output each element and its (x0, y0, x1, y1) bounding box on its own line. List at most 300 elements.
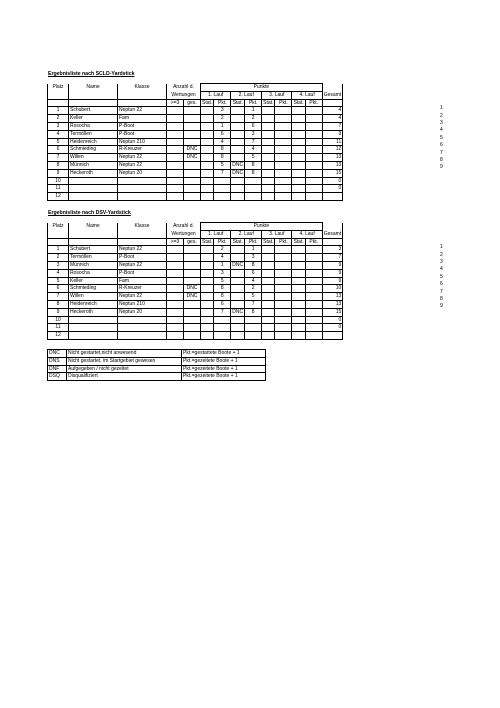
header-pkt: Pkt. (275, 238, 292, 246)
outside-rank: 9 (440, 164, 443, 171)
header-pkt: Pkt. (214, 238, 231, 246)
cell-l3p (275, 130, 292, 138)
cell-l2s (231, 122, 245, 130)
header-gesamt: Gesamt (323, 91, 342, 98)
cell-name: Willen (69, 154, 118, 162)
cell-l4p (305, 122, 322, 130)
cell-ge3 (167, 177, 184, 185)
table-row (48, 246, 371, 254)
outside-rank: 5 (440, 273, 443, 280)
table-row (48, 293, 371, 301)
cell-l1s (201, 169, 214, 177)
header-name: Name (69, 84, 118, 92)
header-row (48, 223, 371, 231)
cell-l2s (231, 185, 245, 193)
cell-l3p (275, 154, 292, 162)
cell-platz: 10 (48, 316, 69, 324)
cell-klasse: Fam (118, 115, 167, 123)
cell-ge3 (167, 138, 184, 146)
outside-rank: 6 (440, 281, 443, 288)
cell-l1p: 7 (214, 169, 231, 177)
cell-l3s (262, 177, 275, 185)
header-stat: Stat. (202, 238, 213, 245)
cell-ges (184, 261, 201, 269)
header-wertungen: Wertungen (167, 230, 201, 238)
cell-name: Heckeroth (69, 169, 118, 177)
outside-rank: 4 (440, 266, 443, 273)
header-anzahl: Anzahl d. (167, 84, 201, 92)
table-row (48, 130, 371, 138)
table-row (48, 261, 371, 269)
cell-l3p (275, 332, 292, 340)
cell-l4s (292, 146, 305, 154)
cell-gesamt: 4 (322, 115, 343, 123)
cell-l4s (292, 300, 305, 308)
cell-platz: 5 (48, 277, 69, 285)
cell-l1s (201, 269, 214, 277)
header-blank (69, 230, 118, 238)
outside-rank: 2 (440, 251, 443, 258)
cell-gesamt (322, 193, 343, 201)
cell-l4p (305, 316, 322, 324)
outside-rank: 1 (440, 244, 443, 251)
cell-ge3 (167, 161, 184, 169)
table-row (48, 193, 371, 201)
cell-l2p: 1 (245, 246, 262, 254)
header-stat: Stat. (263, 238, 274, 245)
cell-name (69, 193, 118, 201)
cell-gesamt: 13 (322, 300, 343, 308)
cell-klasse: P-Boot (118, 269, 167, 277)
cell-l3s (262, 293, 275, 301)
cell-l1p: 6 (214, 300, 231, 308)
cell-l1p: 2 (214, 115, 231, 123)
cell-l2s (231, 146, 245, 154)
cell-l3s (262, 332, 275, 340)
cell-ges (184, 269, 201, 277)
cell-platz: 2 (48, 254, 69, 262)
legend-code: DNC (48, 350, 67, 358)
table-row (48, 277, 371, 285)
header-gesamt-blank (322, 223, 343, 231)
cell-l4s (292, 308, 305, 316)
cell-l1s (201, 285, 214, 293)
table-row (48, 316, 371, 324)
cell-l1s (201, 254, 214, 262)
header-name: Name (69, 223, 118, 231)
cell-platz: 5 (48, 138, 69, 146)
cell-l2s (231, 177, 245, 185)
cell-ges (184, 185, 201, 193)
cell-name (69, 324, 118, 332)
cell-gesamt: 10 (322, 285, 343, 293)
cell-l3p (275, 254, 292, 262)
cell-l4p (305, 277, 322, 285)
cell-l4p (305, 193, 322, 201)
cell-l2p (245, 324, 262, 332)
cell-ge3 (167, 293, 184, 301)
cell-gesamt: 15 (322, 169, 343, 177)
cell-l4p (305, 285, 322, 293)
cell-l4p (305, 138, 322, 146)
header-blank (118, 230, 167, 238)
cell-ge3 (167, 300, 184, 308)
cell-name: Schmieding (69, 285, 118, 293)
cell-l4s (292, 169, 305, 177)
cell-l3p (275, 316, 292, 324)
header-pkt: Pkt. (245, 99, 262, 107)
header-blank (118, 91, 167, 99)
header-pkt: Pkt. (305, 99, 322, 107)
table-row (48, 269, 371, 277)
header-row (48, 238, 371, 246)
header-lauf: 1. Lauf (201, 91, 231, 99)
cell-l4p (305, 161, 322, 169)
cell-l3s (262, 130, 275, 138)
cell-ge3 (167, 308, 184, 316)
header-stat: Stat. (232, 238, 243, 245)
cell-platz: 8 (48, 300, 69, 308)
header-lauf: 2. Lauf (231, 230, 262, 238)
cell-l1s (201, 115, 214, 123)
cell-l1s (201, 154, 214, 162)
cell-platz: 3 (48, 122, 69, 130)
cell-ges: DNC (184, 146, 201, 154)
cell-l1p (214, 332, 231, 340)
cell-l1p (214, 316, 231, 324)
header-stat: Stat. (232, 99, 243, 106)
cell-name: Schubert (69, 107, 118, 115)
cell-l2p: 1 (245, 107, 262, 115)
cell-l4p (305, 177, 322, 185)
cell-klasse: Neptun 210 (118, 138, 167, 146)
cell-l4s (292, 154, 305, 162)
cell-name: Heidenreich (69, 300, 118, 308)
cell-gesamt: 0 (322, 185, 343, 193)
cell-l3p (275, 277, 292, 285)
cell-l1p: 1 (214, 122, 231, 130)
cell-l2s (231, 154, 245, 162)
cell-name: Rosocha (69, 269, 118, 277)
cell-l2p (245, 332, 262, 340)
results-table (47, 222, 371, 340)
cell-name: Münnich (69, 161, 118, 169)
cell-ges (184, 122, 201, 130)
cell-platz: 4 (48, 130, 69, 138)
table-row (48, 115, 371, 123)
cell-l1s (201, 316, 214, 324)
cell-l4p (305, 107, 322, 115)
cell-l1p: 4 (214, 138, 231, 146)
outside-rank: 6 (440, 142, 443, 149)
cell-ge3 (167, 193, 184, 201)
header-row (48, 91, 371, 99)
legend-description: Nicht gestartet,nicht anwesend (67, 350, 182, 358)
cell-l4s (292, 293, 305, 301)
cell-name: Heidenreich (69, 138, 118, 146)
table-row (48, 107, 371, 115)
cell-gesamt: 7 (322, 122, 343, 130)
cell-platz: 2 (48, 115, 69, 123)
cell-l4s (292, 316, 305, 324)
cell-l4s (292, 115, 305, 123)
cell-platz: 12 (48, 332, 69, 340)
cell-l1p: 6 (214, 130, 231, 138)
cell-klasse: P-Boot (118, 254, 167, 262)
cell-l3p (275, 246, 292, 254)
cell-ges (184, 138, 201, 146)
cell-platz: 10 (48, 177, 69, 185)
cell-ges: DNC (184, 154, 201, 162)
header-lauf: 1. Lauf (201, 230, 231, 238)
cell-ge3 (167, 254, 184, 262)
header-row (48, 84, 371, 92)
header-platz: Platz (48, 84, 69, 92)
cell-gesamt: 7 (322, 254, 343, 262)
cell-name: Schmieding (69, 146, 118, 154)
cell-l1s (201, 246, 214, 254)
cell-l2p (245, 193, 262, 201)
cell-name (69, 177, 118, 185)
cell-l1p: 7 (214, 308, 231, 316)
cell-ge3 (167, 169, 184, 177)
cell-l4p (305, 115, 322, 123)
cell-l3s (262, 122, 275, 130)
cell-ges (184, 107, 201, 115)
cell-l4p (305, 324, 322, 332)
table-row (48, 138, 371, 146)
cell-l2p: 4 (245, 146, 262, 154)
header-lauf: 3. Lauf (262, 91, 292, 99)
cell-klasse: P-Boot (118, 130, 167, 138)
cell-l1s (201, 261, 214, 269)
cell-l4s (292, 246, 305, 254)
cell-klasse: R-Kreuzer (118, 146, 167, 154)
cell-l4s (292, 269, 305, 277)
cell-ge3 (167, 185, 184, 193)
cell-l3p (275, 285, 292, 293)
cell-l2p: 5 (245, 154, 262, 162)
cell-l3p (275, 324, 292, 332)
legend-row (48, 350, 266, 358)
cell-l2s (231, 107, 245, 115)
table-row (48, 169, 371, 177)
cell-gesamt: 0 (322, 177, 343, 185)
legend-rule: Pkt.=gezeitete Boote + 1 (182, 365, 266, 373)
cell-l3p (275, 107, 292, 115)
cell-gesamt: 9 (322, 277, 343, 285)
header-klasse: Klasse (118, 84, 167, 92)
cell-l1s (201, 308, 214, 316)
outside-rank: 8 (440, 296, 443, 302)
cell-l2p: 8 (245, 308, 262, 316)
cell-l2s: DNC (232, 169, 244, 176)
cell-l1s (201, 130, 214, 138)
cell-name (69, 332, 118, 340)
legend-description: Disqualifiziert (67, 373, 182, 381)
header-stat: Stat. (293, 99, 304, 106)
cell-gesamt: 4 (322, 107, 343, 115)
cell-klasse (118, 332, 167, 340)
cell-l3p (275, 293, 292, 301)
table-row (48, 154, 371, 162)
cell-l4p (305, 146, 322, 154)
cell-l3p (275, 300, 292, 308)
cell-ges (184, 169, 201, 177)
cell-ges (184, 115, 201, 123)
cell-klasse (118, 316, 167, 324)
header-lauf: 2. Lauf (231, 91, 262, 99)
cell-ge3 (167, 107, 184, 115)
outside-rank: 8 (440, 157, 443, 163)
cell-l3p (275, 161, 292, 169)
cell-l3s (262, 185, 275, 193)
cell-l4p (305, 293, 322, 301)
cell-gesamt: 0 (322, 324, 343, 332)
cell-ges: DNC (184, 293, 201, 301)
cell-l2s (231, 138, 245, 146)
cell-l2s (231, 269, 245, 277)
cell-platz: 7 (48, 154, 69, 162)
header-pkt: Pkt. (275, 99, 292, 107)
cell-l4s (292, 107, 305, 115)
cell-l1p: 5 (214, 277, 231, 285)
cell-gesamt: 9 (322, 261, 343, 269)
cell-l1s (201, 146, 214, 154)
cell-l2p: 2 (245, 115, 262, 123)
table-row (48, 185, 371, 193)
cell-l2s (231, 246, 245, 254)
header-lauf: 3. Lauf (262, 230, 292, 238)
cell-l4p (305, 308, 322, 316)
cell-gesamt: 13 (322, 154, 343, 162)
cell-l3s (262, 324, 275, 332)
cell-l1p (214, 324, 231, 332)
cell-l2s (231, 254, 245, 262)
cell-platz: 1 (48, 107, 69, 115)
header-blank (118, 99, 167, 107)
cell-platz: 11 (48, 324, 69, 332)
legend-row (48, 365, 266, 373)
cell-gesamt: 3 (322, 246, 343, 254)
cell-l2s (231, 277, 245, 285)
cell-l2s (231, 130, 245, 138)
table-row (48, 146, 371, 154)
cell-klasse: Neptun 22 (118, 161, 167, 169)
outside-rank: 7 (440, 288, 443, 295)
cell-l4s (292, 254, 305, 262)
cell-ge3 (167, 115, 184, 123)
cell-l4p (305, 254, 322, 262)
cell-l4p (305, 185, 322, 193)
cell-l1s (201, 300, 214, 308)
cell-ges (184, 177, 201, 185)
cell-ges (184, 277, 201, 285)
cell-l1p: 8 (214, 146, 231, 154)
legend-code: DNS (48, 357, 67, 365)
cell-l4s (292, 138, 305, 146)
cell-platz: 12 (48, 193, 69, 201)
cell-l3s (262, 269, 275, 277)
header-blank (69, 99, 118, 107)
header-ge3: >=3 (167, 99, 184, 107)
cell-l1s (201, 161, 214, 169)
cell-l3s (262, 254, 275, 262)
cell-l4s (292, 185, 305, 193)
cell-l3s (262, 300, 275, 308)
cell-l4s (292, 161, 305, 169)
legend-row (48, 357, 266, 365)
header-row (48, 99, 371, 107)
table-row (48, 177, 371, 185)
cell-ge3 (167, 154, 184, 162)
cell-ges: DNC (184, 285, 201, 293)
cell-l2s (231, 193, 245, 201)
cell-l3p (275, 261, 292, 269)
cell-l1p: 2 (214, 246, 231, 254)
cell-gesamt: 9 (322, 130, 343, 138)
cell-l1s (201, 138, 214, 146)
cell-l4s (292, 261, 305, 269)
cell-l1p: 8 (214, 154, 231, 162)
cell-platz: 3 (48, 261, 69, 269)
cell-l3p (275, 115, 292, 123)
table-row (48, 308, 371, 316)
cell-l2p: 7 (245, 300, 262, 308)
cell-platz: 4 (48, 269, 69, 277)
cell-l1s (201, 193, 214, 201)
header-gesamt-blank (322, 84, 343, 92)
cell-l3s (262, 193, 275, 201)
header-ges: ges. (184, 238, 201, 246)
cell-klasse: Fam (118, 277, 167, 285)
cell-l2p: 8 (245, 161, 262, 169)
table-row (48, 122, 371, 130)
table-row (48, 285, 371, 293)
cell-ge3 (167, 130, 184, 138)
cell-l1p (214, 193, 231, 201)
cell-l4s (292, 122, 305, 130)
outside-rank: 3 (440, 259, 443, 265)
cell-l2s (231, 293, 245, 301)
legend-rule: Pkt.=gestartete Boote + 1 (182, 350, 266, 358)
cell-ge3 (167, 332, 184, 340)
cell-l4p (305, 269, 322, 277)
header-stat: Stat. (293, 238, 304, 245)
cell-l4s (292, 277, 305, 285)
header-stat: Stat. (202, 99, 213, 106)
cell-l2p: 6 (245, 269, 262, 277)
cell-l1s (201, 185, 214, 193)
cell-l4p (305, 154, 322, 162)
cell-gesamt: 0 (322, 316, 343, 324)
cell-platz: 6 (48, 146, 69, 154)
cell-l3s (262, 115, 275, 123)
cell-gesamt: 9 (322, 269, 343, 277)
cell-platz: 7 (48, 293, 69, 301)
header-wertungen: Wertungen (167, 91, 201, 99)
legend-row (48, 373, 266, 381)
cell-l3s (262, 316, 275, 324)
cell-ge3 (167, 324, 184, 332)
header-blank (69, 238, 118, 246)
cell-l1p: 3 (214, 269, 231, 277)
table-row (48, 324, 371, 332)
cell-ges (184, 316, 201, 324)
cell-klasse: Neptun 22 (118, 154, 167, 162)
cell-l3s (262, 107, 275, 115)
outside-rank: 9 (440, 303, 443, 310)
